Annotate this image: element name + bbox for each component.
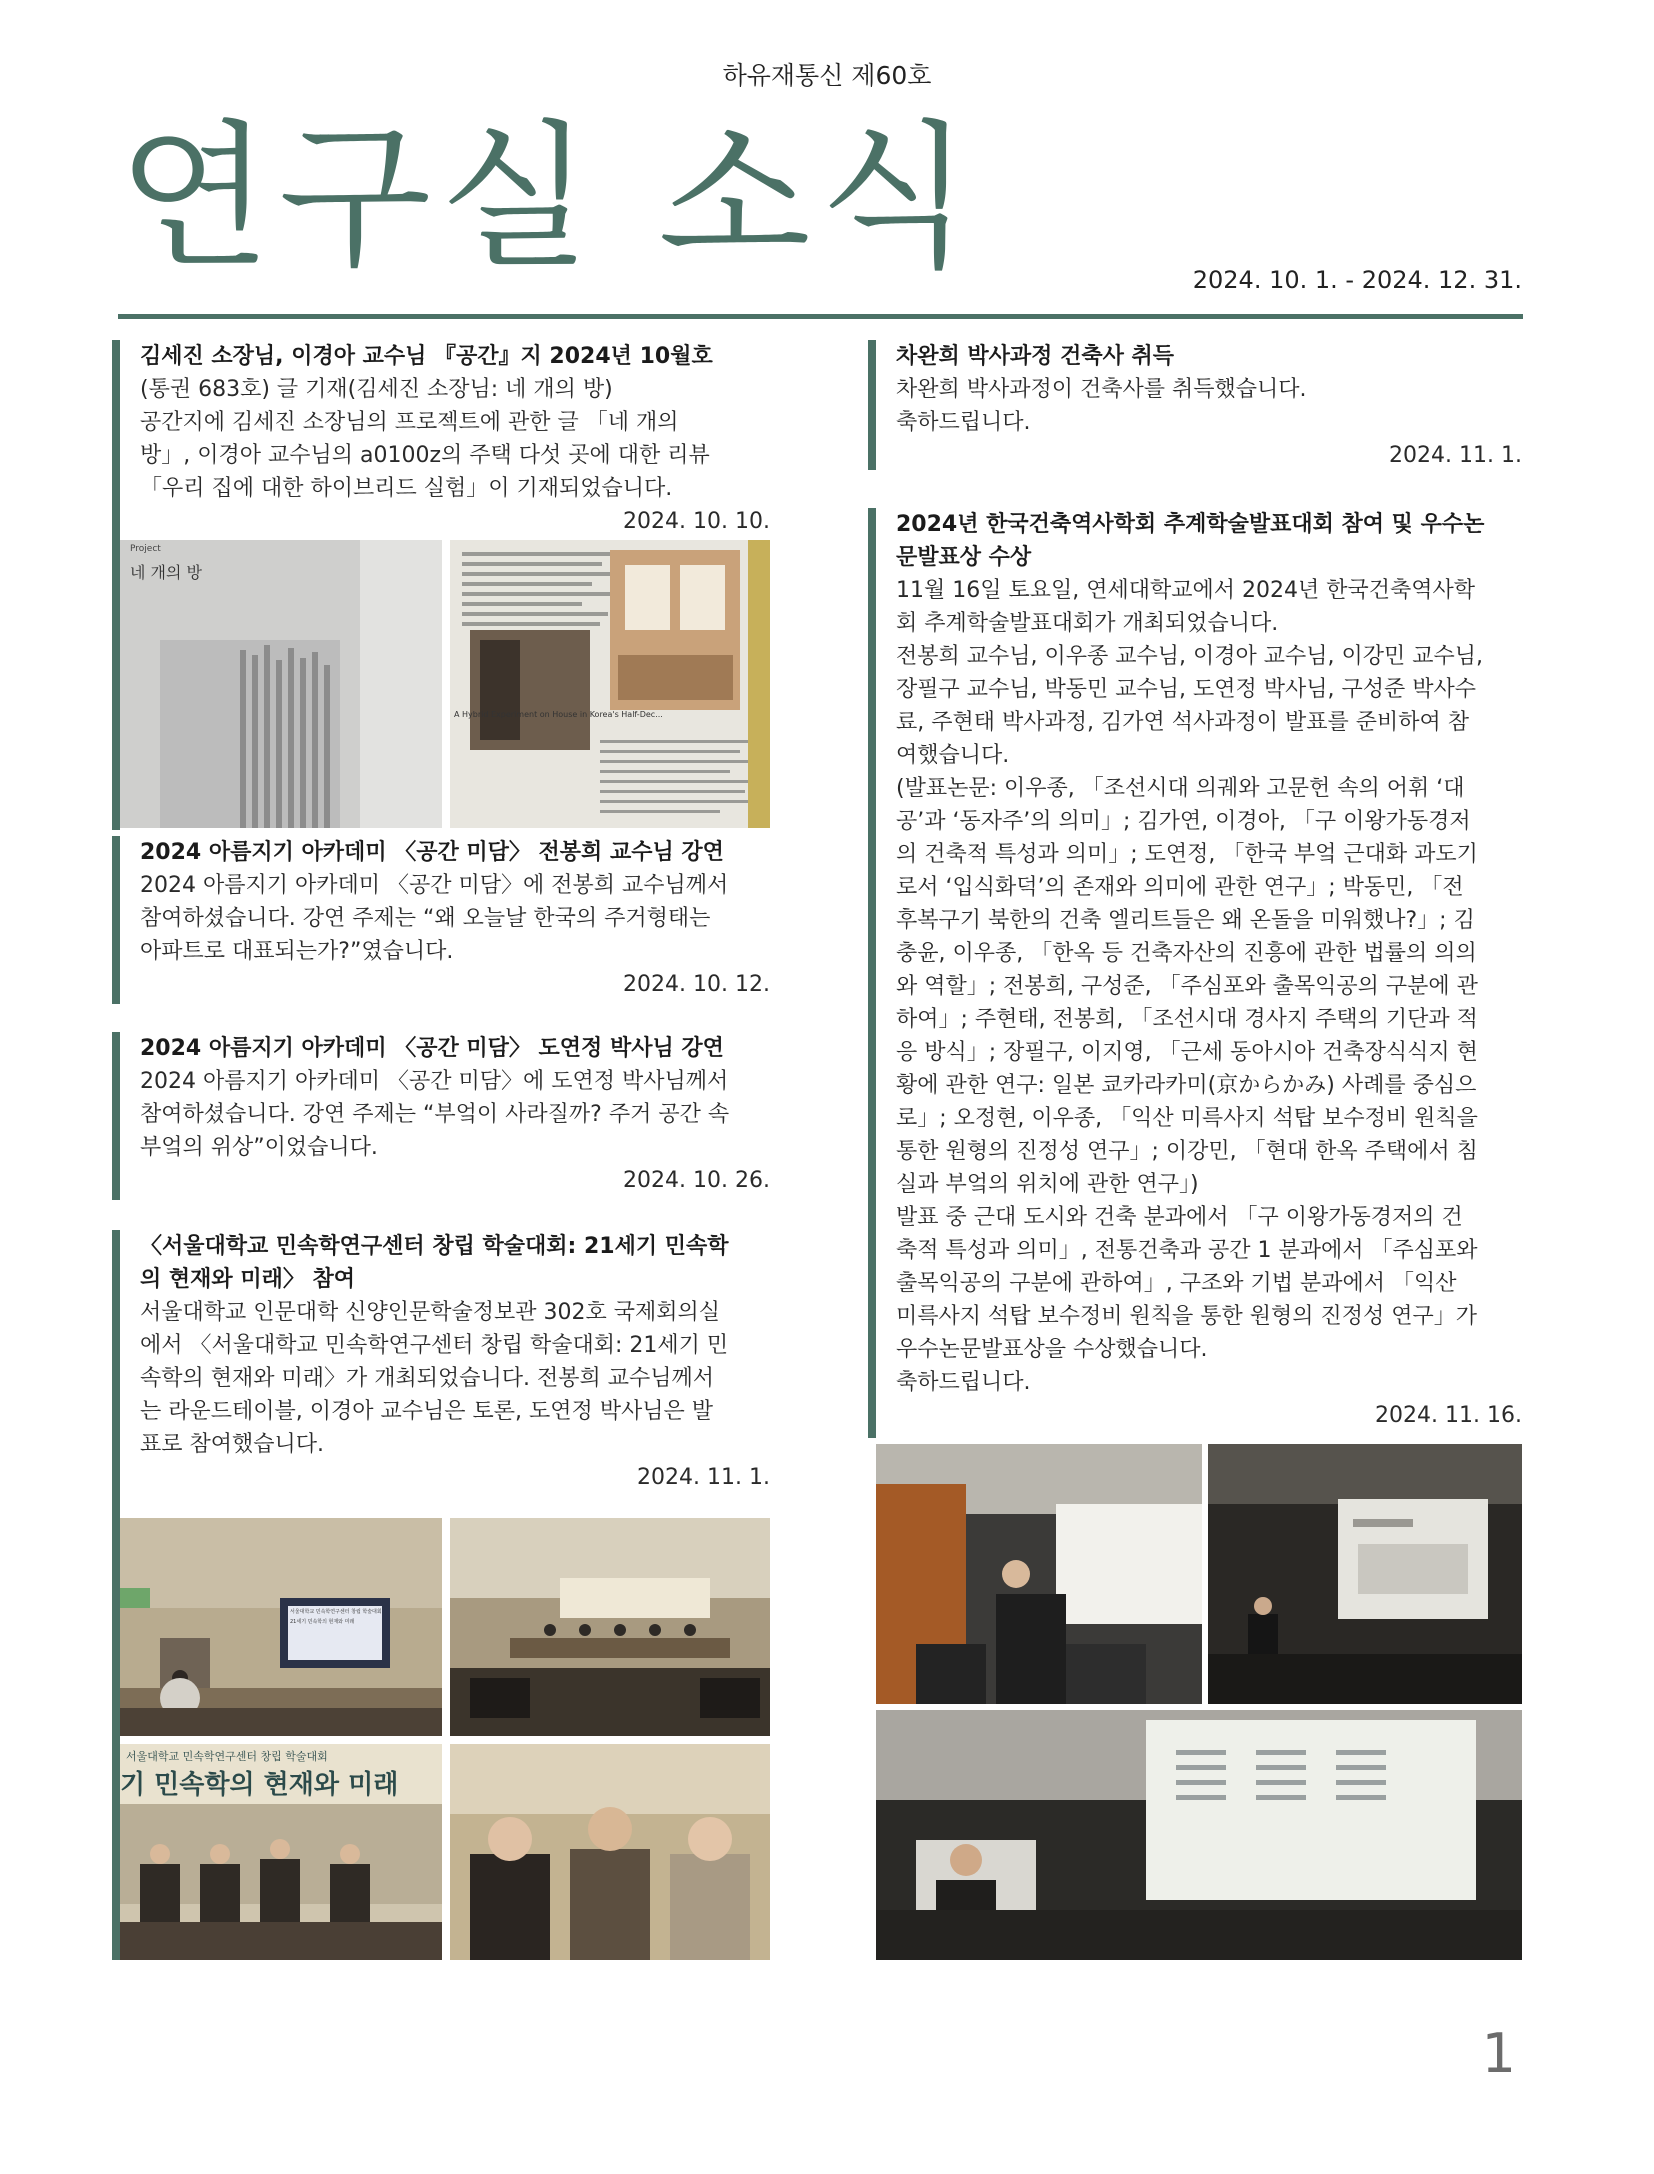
article-line: 2024 아름지기 아카데미 〈공간 미담〉에 전봉희 교수님께서: [140, 873, 729, 898]
article-line: 료, 주현태 박사과정, 김가연 석사과정이 발표를 준비하여 참: [896, 710, 1469, 735]
article-title-line: 2024년 한국건축역사학회 추계학술발표대회 참여 및 우수논: [896, 512, 1485, 537]
article-title: 김세진 소장님, 이경아 교수님 『공간』지 2024년 10월호: [140, 344, 713, 369]
article-line: 표로 참여했습니다.: [140, 1432, 325, 1457]
article-line: 의 건축적 특성과 의미」; 도연정, 「한국 부엌 근대화 과도기: [896, 842, 1478, 867]
article-line: 회 추계학술발표대회가 개최되었습니다.: [896, 611, 1279, 636]
article-line: 미륵사지 석탑 보수정비 원칙을 통한 원형의 진정성 연구」가: [896, 1304, 1478, 1329]
article-line: 아파트로 대표되는가?”였습니다.: [140, 939, 454, 964]
article-line: 공’과 ‘동자주’의 의미」; 김가연, 이경아, 「구 이왕가동경저: [896, 809, 1471, 834]
article-line: 에서 〈서울대학교 민속학연구센터 창립 학술대회: 21세기 민: [140, 1333, 729, 1358]
article-date: 2024. 10. 12.: [623, 972, 770, 997]
photo-seminar-hall: [450, 1518, 770, 1736]
roundtable-banner-big: 기 민속학의 현재와 미래: [120, 1770, 399, 1800]
article-date: 2024. 10. 10.: [623, 509, 770, 534]
article-kaah-conference: [868, 508, 1522, 1438]
roundtable-banner-top: 서울대학교 민속학연구센터 창립 학술대회: [126, 1750, 328, 1763]
article-line: 실과 부엌의 위치에 관한 연구」): [896, 1172, 1199, 1197]
article-arumjigi-do: [112, 1032, 770, 1200]
article-line: 속학의 현재와 미래〉가 개최되었습니다. 전봉희 교수님께서: [140, 1366, 715, 1391]
article-line: 차완희 박사과정이 건축사를 취득했습니다.: [896, 377, 1307, 402]
article-line: 하여」; 주현태, 전봉희, 「조선시대 경사지 주택의 기단과 적: [896, 1007, 1478, 1032]
article-title-line: 의 현재와 미래〉 참여: [140, 1267, 355, 1292]
magazine-caption: A Hybrid Experiment on House in Korea's Half-Dec...: [454, 710, 663, 719]
article-line: 전봉희 교수님, 이우종 교수님, 이경아 교수님, 이강민 교수님,: [896, 644, 1483, 669]
page-number: 1: [1481, 2022, 1516, 2085]
article-line: 장필구 교수님, 박동민 교수님, 도연정 박사님, 구성준 박사수: [896, 677, 1476, 702]
article-line: 축적 특성과 의미」, 전통건축과 공간 1 분과에서 「주심포와: [896, 1238, 1478, 1263]
article-line: 부엌의 위상”이었습니다.: [140, 1135, 378, 1160]
article-line: 출목익공의 구분에 관하여」, 구조와 기법 분과에서 「익산: [896, 1271, 1457, 1296]
article-line: (발표논문: 이우종, 「조선시대 의궤와 고문헌 속의 어휘 ‘대: [896, 776, 1465, 801]
photo-magazine-left: [120, 540, 442, 828]
article-line: 참여하셨습니다. 강연 주제는 “왜 오늘날 한국의 주거형태는: [140, 906, 711, 931]
article-line: 우수논문발표상을 수상했습니다.: [896, 1337, 1208, 1362]
title-rule: [118, 314, 1523, 319]
article-line: 충윤, 이우종, 「한옥 등 건축자산의 진흥에 관한 법률의 의의: [896, 941, 1477, 966]
article-line: 방」, 이경아 교수님의 a0100z의 주택 다섯 곳에 대한 리뷰: [140, 443, 710, 468]
photo-lecture-screen: [1208, 1444, 1522, 1704]
article-line: 2024 아름지기 아카데미 〈공간 미담〉에 도연정 박사님께서: [140, 1069, 729, 1094]
page-title: 연구실 소식: [118, 106, 980, 290]
photo-keynote-speaker: [876, 1710, 1522, 1960]
period-label: 2024. 10. 1. - 2024. 12. 31.: [1192, 266, 1522, 294]
photo-seminar-presentation: [120, 1518, 442, 1736]
photo-presenter-podium: [876, 1444, 1202, 1704]
article-line: 통한 원형의 진정성 연구」; 이강민, 「현대 한옥 주택에서 침: [896, 1139, 1478, 1164]
photo-group-portrait: [450, 1744, 770, 1960]
article-line: 축하드립니다.: [896, 410, 1031, 435]
article-line: 참여하셨습니다. 강연 주제는 “부엌이 사라질까? 주거 공간 속: [140, 1102, 730, 1127]
article-date: 2024. 11. 1.: [1389, 443, 1522, 468]
article-line: 와 역할」; 전봉희, 구성준, 「주심포와 출목익공의 구분에 관: [896, 974, 1478, 999]
article-title-line: 문발표상 수상: [896, 545, 1032, 570]
article-line: 발표 중 근대 도시와 건축 분과에서 「구 이왕가동경저의 건: [896, 1205, 1463, 1230]
article-arumjigi-jeon: [112, 836, 770, 1004]
article-line: 황에 관한 연구: 일본 쿄카라카미(京からかみ) 사례를 중심으: [896, 1073, 1477, 1098]
article-line: 응 방식」; 장필구, 이지영, 「근세 동아시아 건축장식식지 현: [896, 1040, 1478, 1065]
article-line: 「우리 집에 대한 하이브리드 실험」이 기재되었습니다.: [140, 476, 673, 501]
seminar-slide-line2: 21세기 민속학의 현재와 미래: [290, 1619, 355, 1625]
article-title: 차완희 박사과정 건축사 취득: [896, 344, 1175, 369]
article-line: 여했습니다.: [896, 743, 1010, 768]
article-date: 2024. 11. 16.: [1375, 1403, 1522, 1428]
magazine-heading: 네 개의 방: [130, 563, 202, 582]
article-title: 2024 아름지기 아카데미 〈공간 미담〉 전봉희 교수님 강연: [140, 840, 724, 865]
magazine-project-label: Project: [130, 544, 161, 554]
photo-magazine-right: [450, 540, 770, 828]
article-line: 후복구기 북한의 건축 엘리트들은 왜 온돌을 미워했나?」; 김: [896, 908, 1475, 933]
issue-label: 하유재통신 제60호: [722, 61, 932, 90]
article-date: 2024. 10. 26.: [623, 1168, 770, 1193]
article-architect-license: [868, 340, 1522, 470]
article-line: (통권 683호) 글 기재(김세진 소장님: 네 개의 방): [140, 377, 613, 402]
article-line: 서울대학교 인문대학 신양인문학술정보관 302호 국제회의실: [140, 1300, 721, 1325]
seminar-slide-line1: 서울대학교 민속학연구센터 창립 학술대회: [290, 1609, 382, 1615]
article-date: 2024. 11. 1.: [637, 1465, 770, 1490]
article-line: 축하드립니다.: [896, 1370, 1031, 1395]
article-title: 2024 아름지기 아카데미 〈공간 미담〉 도연정 박사님 강연: [140, 1036, 724, 1061]
article-line: 로서 ‘입식화덕’의 존재와 의미에 관한 연구」; 박동민, 「전: [896, 875, 1464, 900]
article-line: 는 라운드테이블, 이경아 교수님은 토론, 도연정 박사님은 발: [140, 1399, 713, 1424]
photo-roundtable: [120, 1744, 442, 1960]
article-line: 11월 16일 토요일, 연세대학교에서 2024년 한국건축역사학: [896, 578, 1475, 603]
article-line: 로」; 오정현, 이우종, 「익산 미륵사지 석탑 보수정비 원칙을: [896, 1106, 1478, 1131]
article-line: 공간지에 김세진 소장님의 프로젝트에 관한 글 「네 개의: [140, 410, 679, 435]
article-title-line: 〈서울대학교 민속학연구센터 창립 학술대회: 21세기 민속학: [140, 1234, 729, 1259]
